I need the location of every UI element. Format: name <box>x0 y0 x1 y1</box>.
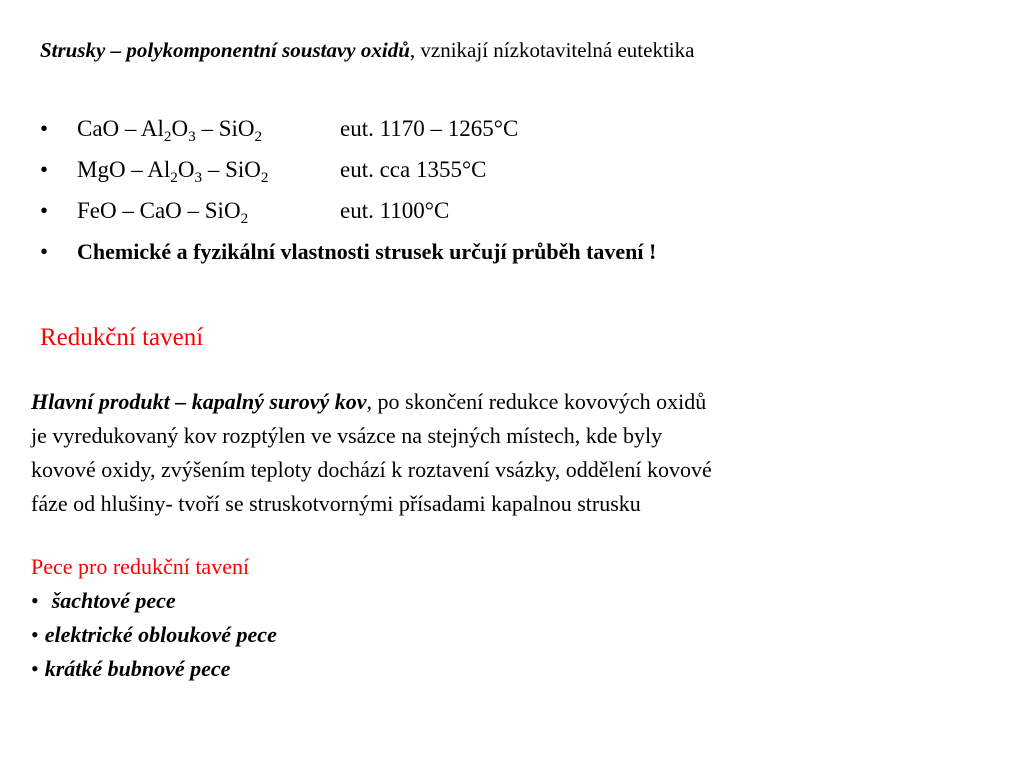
formula-part: – SiO <box>195 116 255 141</box>
formula-part: O <box>171 116 189 141</box>
furnace-item <box>31 656 230 682</box>
bullet-dot: • <box>40 116 49 141</box>
formula-feo-cao-sio2 <box>77 198 249 227</box>
section-heading: Redukční tavení <box>40 324 204 351</box>
formula-part: O <box>177 157 195 182</box>
eutectic-temperature: eut. 1100°C <box>340 198 450 223</box>
bullet-dot: • <box>40 157 49 182</box>
intro-rest: vznikají nízkotavitelná eutektika <box>415 38 695 62</box>
subscript: 2 <box>170 168 178 186</box>
furnace-label: elektrické obloukové pece <box>44 622 277 647</box>
bullet-dot: • <box>31 622 39 647</box>
paragraph-line-1-rest: , po skončení redukce kovových oxidů <box>366 389 707 414</box>
subscript: 2 <box>240 209 249 227</box>
intro-line <box>40 38 694 63</box>
paragraph-line-3: kovové oxidy, zvýšením teploty dochází k roztavení vsázky, oddělení kovové <box>31 457 712 482</box>
main-paragraph <box>31 385 712 521</box>
formula-part: – SiO <box>202 157 261 182</box>
paragraph-line-4: fáze od hlušiny- tvoří se struskotvornými přísadami kapalnou strusku <box>31 491 641 516</box>
bullet-dot: • <box>40 239 49 264</box>
bullet-dot: • <box>40 198 49 223</box>
eutectic-temperature: eut. 1170 – 1265°C <box>340 116 519 141</box>
bold-statement: Chemické a fyzikální vlastnosti strusek určují průběh tavení ! <box>77 239 657 264</box>
subscript: 2 <box>260 168 269 186</box>
subscript: 3 <box>194 168 203 186</box>
formula-cao-al2o3-sio2 <box>77 116 263 145</box>
eutectic-temperature: eut. cca 1355°C <box>340 157 487 182</box>
formula-part: FeO – CaO – SiO <box>77 198 241 223</box>
intro-comma: , <box>409 38 416 62</box>
paragraph-line-1 <box>31 385 712 419</box>
subscript: 2 <box>163 127 172 145</box>
intro-bold-italic: Strusky – polykomponentní soustavy oxidů <box>40 38 410 62</box>
bullet-dot: • <box>31 656 39 681</box>
subscript: 3 <box>188 127 196 145</box>
subscript: 2 <box>254 127 263 145</box>
paragraph-emphasis: Hlavní produkt – kapalný surový kov <box>31 389 367 414</box>
furnace-label: krátké bubnové pece <box>44 656 231 681</box>
formula-part: CaO – Al <box>77 116 164 141</box>
furnaces-title: Pece pro redukční tavení <box>31 554 250 579</box>
bullet-dot: • <box>31 588 39 613</box>
formula-mgo-al2o3-sio2 <box>77 157 269 186</box>
furnace-item <box>31 622 277 648</box>
formula-part: MgO – Al <box>77 157 171 182</box>
paragraph-line-2: je vyredukovaný kov rozptýlen ve vsázce na stejných místech, kde byly <box>31 423 663 448</box>
furnace-item <box>31 588 176 614</box>
furnace-label: šachtové pece <box>51 588 176 613</box>
